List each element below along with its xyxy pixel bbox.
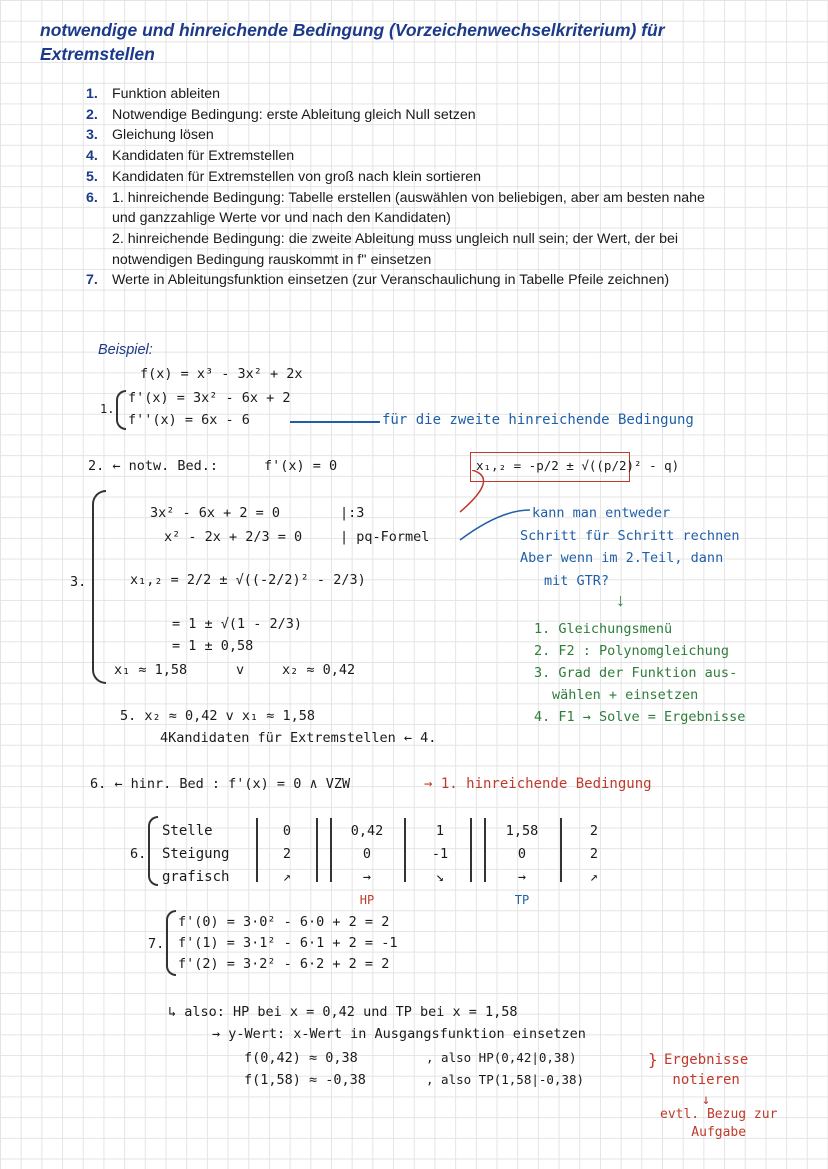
equation-1: 3x² - 6x + 2 = 0	[150, 505, 281, 521]
gtr-note: kann man entweder Schritt für Schritt rechnen Aber wenn im 2.Teil, dann mit GTR?	[520, 505, 740, 589]
calculations: f'(0) = 3·0² - 6·0 + 2 = 2 f'(1) = 3·1² - 6·1 + 2 = -1 f'(2) = 3·2² - 6·2 + 2 = 2	[178, 914, 398, 972]
table-divider	[330, 818, 332, 882]
table-divider	[560, 818, 562, 882]
step-6-note: → 1. hinreichende Bedingung	[424, 776, 652, 792]
page-title: notwendige und hinreichende Bedingung (Vorzeichenwechselkriterium) für Extremstellen	[40, 20, 665, 64]
table-column: 2 2 ↗	[589, 823, 599, 885]
list-item: 6. 1. hinreichende Bedingung: Tabelle erstellen (auswählen von beliebigen, aber am besten nahe und ganzzahlige Werte vor und nach den Kandidaten) 2. hinreichende Bedingung: die zweite Ableitung muss ungleich null sein; der Wert, der bei notwendigen Bedingung rauskommt in f'' einsetzen	[86, 189, 705, 268]
equation-2: x² - 2x + 2/3 = 0	[164, 529, 303, 545]
table-column: 0,42 0 → HP	[350, 823, 384, 907]
step-4-candidates: 4Kandidaten für Extremstellen ← 4.	[160, 730, 437, 746]
table-step-label: 6.	[130, 846, 147, 862]
step-2-label: 2. ← notw. Bed.:	[88, 458, 219, 474]
solution-x2: x₂ ≈ 0,42	[282, 662, 356, 678]
red-arrow	[460, 470, 484, 512]
note-second-condition: für die zweite hinreichende Bedingung	[382, 412, 694, 428]
step-6-label: 6. ← hinr. Bed : f'(x) = 0 ∧ VZW	[90, 776, 351, 792]
final-note: evtl. Bezug zur Aufgabe	[660, 1107, 778, 1140]
table-column: 0 2 ↗	[282, 823, 292, 885]
f-value-2: f(1,58) ≈ -0,38	[244, 1072, 366, 1088]
step-list	[86, 84, 726, 291]
bracket	[116, 390, 126, 430]
brace: }	[648, 1050, 658, 1069]
table-row-labels: Stelle Steigung grafisch	[162, 823, 230, 885]
list-item: 3. Gleichung lösen	[86, 127, 214, 144]
step-7-label: 7.	[148, 936, 165, 952]
result-hp: , also HP(0,42|0,38)	[426, 1050, 577, 1065]
bracket	[148, 816, 158, 886]
table-divider	[484, 818, 486, 882]
necessary-condition: f'(x) = 0	[264, 458, 338, 474]
derivative-1: f'(x) = 3x² - 6x + 2	[128, 390, 291, 406]
list-item: 4. Kandidaten für Extremstellen	[86, 148, 295, 165]
equation-3: x₁,₂ = 2/2 ± √((-2/2)² - 2/3)	[130, 572, 366, 588]
list-item: 7. Werte in Ableitungsfunktion einsetzen (zur Veranschaulichung in Tabelle Pfeile zeichnen)	[86, 272, 670, 289]
function-f: f(x) = x³ - 3x² + 2x	[140, 366, 303, 382]
step-3-label: 3.	[70, 574, 87, 590]
bracket	[92, 490, 106, 684]
list-item: 1. Funktion ableiten	[86, 86, 221, 102]
table-column: 1 -1 ↘	[431, 823, 449, 885]
equation-5: = 1 ± 0,58	[172, 638, 254, 654]
step-5-sorted: 5. x₂ ≈ 0,42 v x₁ ≈ 1,58	[120, 708, 316, 724]
table-divider	[316, 818, 318, 882]
pq-formula: x₁,₂ = -p/2 ± √((p/2)² - q)	[476, 458, 680, 473]
y-value-instruction: → y-Wert: x-Wert in Ausgangsfunktion einsetzen	[212, 1026, 586, 1042]
down-arrow-icon: ↓	[616, 590, 625, 610]
f-value-1: f(0,42) ≈ 0,38	[244, 1050, 358, 1066]
equation-4: = 1 ± √(1 - 2/3)	[172, 616, 303, 632]
equation-2-note: | pq-Formel	[340, 529, 430, 545]
list-item: 5. Kandidaten für Extremstellen von groß nach klein sortieren	[86, 168, 482, 185]
table-divider	[470, 818, 472, 882]
gtr-steps: 1. Gleichungsmenü 2. F2 : Polynomgleichung 3. Grad der Funktion aus- wählen + einsetzen 4. F1 → Solve = Ergebnisse	[534, 621, 746, 725]
table-divider	[256, 818, 258, 882]
solution-x1: x₁ ≈ 1,58	[114, 662, 188, 678]
table-column: 1,58 0 → TP	[505, 823, 539, 907]
step-1-label: 1.	[100, 402, 115, 416]
list-item: 2. Notwendige Bedingung: erste Ableitung gleich Null setzen	[86, 106, 476, 123]
bracket	[166, 910, 176, 976]
result-summary: ↳ also: HP bei x = 0,42 und TP bei x = 1,58	[168, 1004, 518, 1020]
solution-or: v	[236, 662, 245, 678]
result-tp: , also TP(1,58|-0,38)	[426, 1072, 585, 1087]
table-divider	[404, 818, 406, 882]
equation-1-note: |:3	[340, 505, 365, 521]
derivative-2: f''(x) = 6x - 6	[128, 412, 250, 428]
arrow-line	[290, 421, 380, 423]
results-note: Ergebnisse notieren ↓	[664, 1052, 749, 1108]
example-label: Beispiel:	[98, 342, 153, 358]
